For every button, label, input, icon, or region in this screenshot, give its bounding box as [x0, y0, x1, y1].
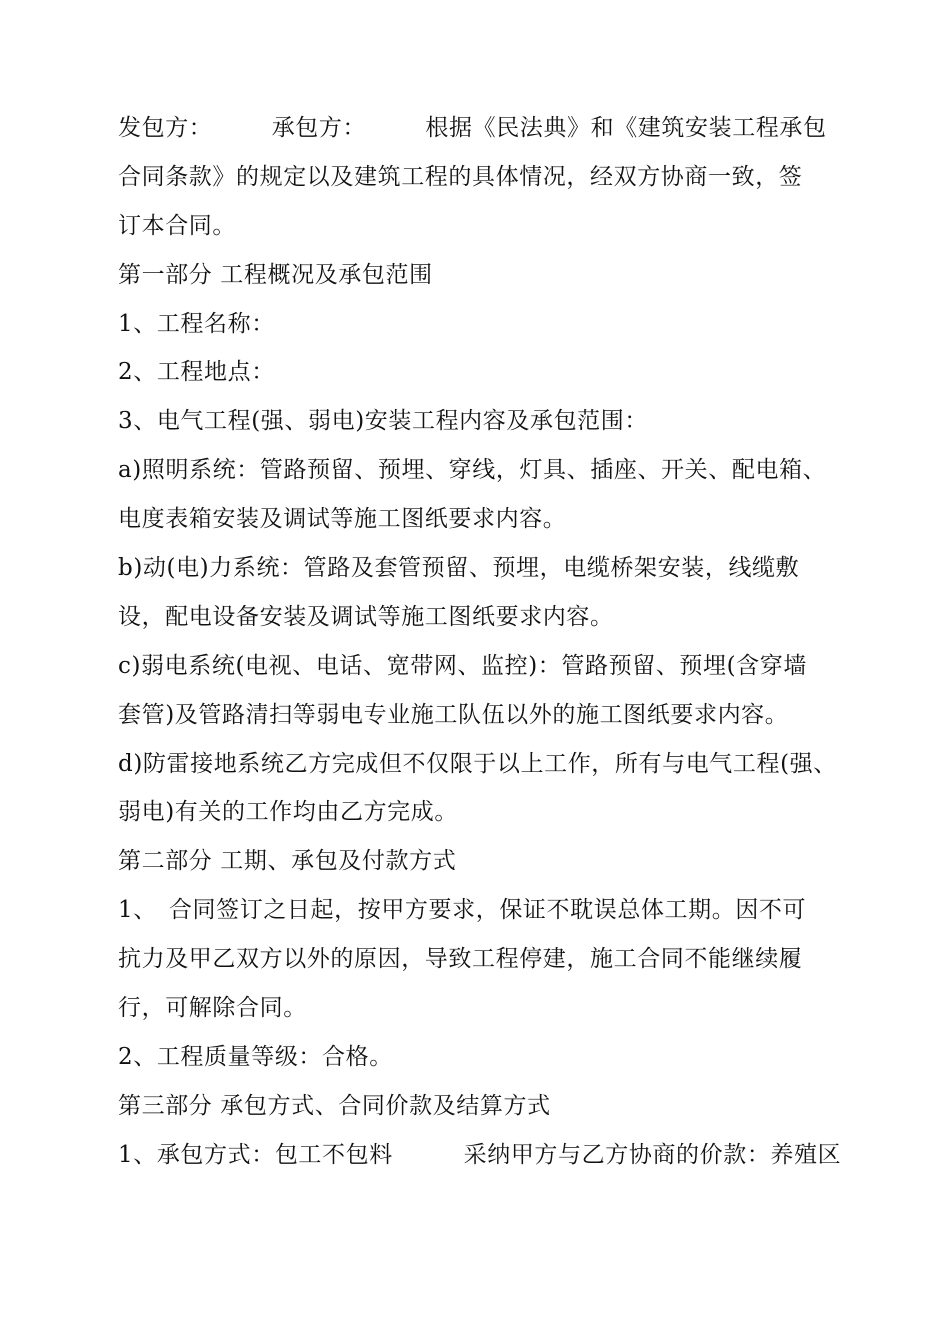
text-line: c)弱电系统(电视、电话、宽带网、监控)：管路预留、预埋(含穿墙 — [118, 652, 807, 679]
text-line: b)动(电)力系统：管路及套管预留、预埋，电缆桥架安装，线缆敷 — [118, 555, 800, 582]
text-line: 合同条款》的规定以及建筑工程的具体情况，经双方协商一致，签 — [118, 163, 803, 190]
text-line: 3、电气工程(强、弱电)安装工程内容及承包范围： — [118, 408, 648, 435]
text-line: 弱电)有关的工作均由乙方完成。 — [118, 799, 458, 826]
text-line: 2、工程地点： — [118, 359, 275, 386]
text-line: 抗力及甲乙双方以外的原因，导致工程停建，施工合同不能继续履 — [118, 946, 803, 973]
text-line: a)照明系统：管路预留、预埋、穿线，灯具、插座、开关、配电箱、 — [118, 457, 827, 484]
text-line: 设，配电设备安装及调试等施工图纸要求内容。 — [118, 603, 614, 630]
section-heading: 第一部分 工程概况及承包范围 — [118, 261, 433, 288]
document-body — [118, 104, 858, 1180]
text-line: 发包方： 承包方： 根据《民法典》和《建筑安装工程承包 — [118, 115, 827, 141]
text-line: 订本合同。 — [118, 212, 236, 239]
text-line: d)防雷接地系统乙方完成但不仅限于以上工作，所有与电气工程(强、 — [118, 750, 837, 777]
section-heading: 第三部分 承包方式、合同价款及结算方式 — [118, 1092, 551, 1119]
text-line: 套管)及管路清扫等弱电专业施工队伍以外的施工图纸要求内容。 — [118, 701, 789, 728]
text-line: 2、工程质量等级：合格。 — [118, 1043, 393, 1070]
section-heading: 第二部分 工期、承包及付款方式 — [118, 848, 457, 875]
text-line: 行，可解除合同。 — [118, 995, 307, 1022]
text-line: 电度表箱安装及调试等施工图纸要求内容。 — [118, 506, 567, 533]
text-line: 1、工程名称： — [118, 310, 275, 337]
text-line: 1、承包方式：包工不包料 采纳甲方与乙方协商的价款：养殖区 — [118, 1141, 842, 1168]
text-line: 1、 合同签订之日起，按甲方要求，保证不耽误总体工期。因不可 — [118, 897, 807, 924]
